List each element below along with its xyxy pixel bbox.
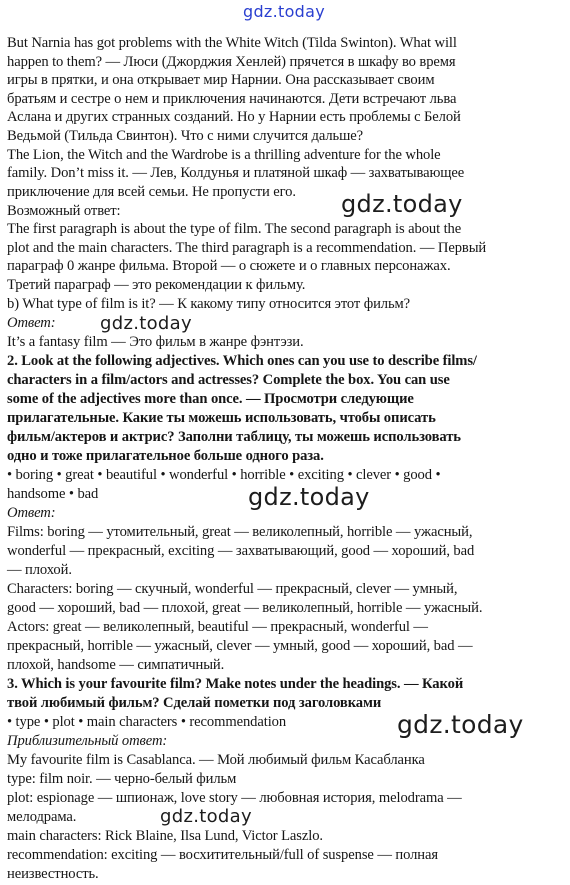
task-heading: characters in a film/actors and actresses? Complete the box. You can use (7, 372, 450, 388)
watermark: gdz.today (397, 710, 524, 739)
task-heading: прилагательные. Какие ты можешь использовать, чтобы описать (7, 410, 436, 426)
text-line: wonderful — прекрасный, exciting — захватывающий, good — хороший, bad (7, 543, 475, 559)
text-line: good — хороший, bad — плохой, great — великолепный, horrible — ужасный. (7, 600, 483, 616)
text-line: Аслана и других странных созданий. Но у Нарнии есть проблемы с Белой (7, 109, 461, 125)
text-line: мелодрама. (7, 809, 77, 825)
text-line: type: film noir. — черно-белый фильм (7, 771, 237, 787)
text-line: handsome • bad (7, 486, 99, 502)
watermark: gdz.today (100, 313, 192, 334)
task-heading: some of the adjectives more than once. — Просмотри следующие (7, 391, 414, 407)
text-line: plot and the main characters. The third paragraph is a recommendation. — Первый (7, 240, 487, 256)
text-line: • type • plot • main characters • recommendation (7, 714, 287, 730)
text-line: The first paragraph is about the type of film. The second paragraph is about the (7, 221, 462, 237)
text-line: параграф 0 жанре фильма. Второй — о сюжете и о главных персонажах. (7, 258, 451, 274)
answer-label: Приблизительный ответ: (7, 733, 168, 749)
text-line: Characters: boring — скучный, wonderful — прекрасный, clever — умный, (7, 581, 458, 597)
text-line: • boring • great • beautiful • wonderful • horrible • exciting • clever • good • (7, 467, 441, 483)
text-line: Третий параграф — это рекомендации к фильму. (7, 277, 306, 293)
text-line: happen to them? — Люси (Джорджия Хенлей) прячется в шкафу во время (7, 54, 456, 70)
text-line: игры в прятки, и она открывает мир Нарнии. Она рассказывает своим (7, 72, 435, 88)
text-line: — плохой. (7, 562, 72, 578)
task-heading: одно и тоже прилагательное больше одного раза. (7, 448, 324, 464)
text-line: family. Don’t miss it. — Лев, Колдунья и платяной шкаф — захватывающее (7, 165, 465, 181)
task-heading: 3. Which is your favourite film? Make notes under the headings. — Какой (7, 676, 464, 692)
text-line: братьям и сестре о нем и приключения начинаются. Дети встречают льва (7, 91, 457, 107)
watermark: gdz.today (341, 190, 463, 218)
text-line: It’s a fantasy film — Это фильм в жанре фэнтэзи. (7, 334, 304, 350)
task-heading: твой любимый фильм? Сделай пометки под заголовками (7, 695, 382, 711)
text-line: b) What type of film is it? — К какому типу относится этот фильм? (7, 296, 411, 312)
watermark: gdz.today (243, 2, 325, 21)
text-line: recommendation: exciting — восхитительный/full of suspense — полная (7, 847, 438, 863)
task-heading: 2. Look at the following adjectives. Which ones can you use to describe films/ (7, 353, 477, 369)
text-line: plot: espionage — шпионаж, love story — любовная история, melodrama — (7, 790, 462, 806)
text-line: The Lion, the Witch and the Wardrobe is a thrilling adventure for the whole (7, 147, 441, 163)
text-line: неизвестность. (7, 866, 99, 882)
text-line: main characters: Rick Blaine, Ilsa Lund, Victor Laszlo. (7, 828, 323, 844)
text-line: Ведьмой (Тильда Свинтон). Что с ними случится дальше? (7, 128, 364, 144)
answer-label: Возможный ответ: (7, 203, 121, 219)
text-line: прекрасный, horrible — ужасный, clever — умный, good — хороший, bad — (7, 638, 473, 654)
text-line: Actors: great — великолепный, beautiful — прекрасный, wonderful — (7, 619, 428, 635)
watermark: gdz.today (160, 806, 252, 827)
text-line: My favourite film is Casablanca. — Мой любимый фильм Касабланка (7, 752, 425, 768)
text-line: плохой, handsome — симпатичный. (7, 657, 225, 673)
watermark: gdz.today (248, 483, 370, 511)
text-line: Films: boring — утомительный, great — великолепный, horrible — ужасный, (7, 524, 473, 540)
answer-label: Ответ: (7, 315, 56, 331)
text-line: But Narnia has got problems with the White Witch (Tilda Swinton). What will (7, 35, 457, 51)
task-heading: фильм/актеров и актрис? Заполни таблицу, ты можешь использовать (7, 429, 461, 445)
answer-label: Ответ: (7, 505, 56, 521)
text-line: приключение для всей семьи. Не пропусти его. (7, 184, 296, 200)
